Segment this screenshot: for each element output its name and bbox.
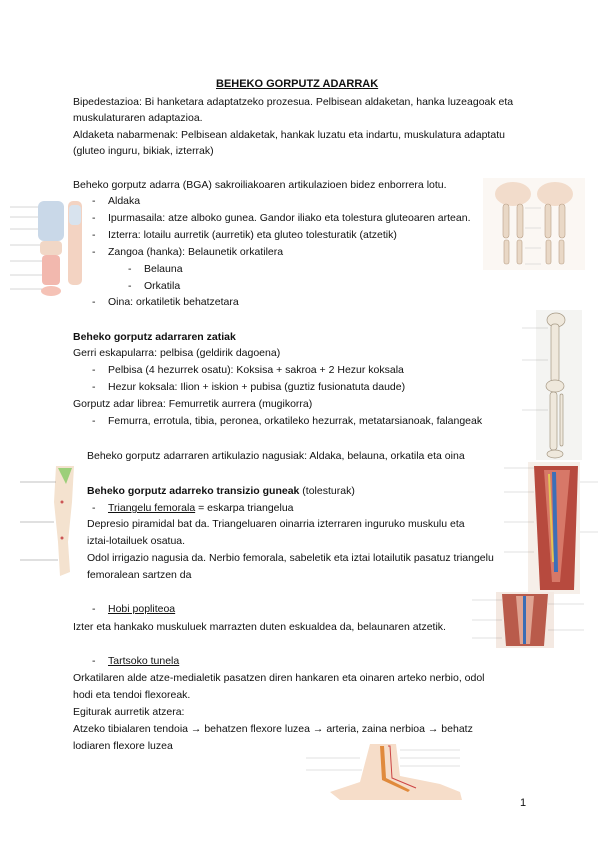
bullet-dash: - (128, 280, 132, 292)
bullet-dash: - (92, 212, 96, 224)
triangelu-desc-3: Odol irrigazio nagusia da. Nerbio femorala, sabeletik eta iztai lotailutik pasatuz triangelu (87, 552, 494, 564)
bullet-dash: - (92, 229, 96, 241)
bullet-dash: - (92, 246, 96, 258)
leg-bones-illustration (520, 310, 582, 460)
bga-item-izterra: Izterra: lotailu aurretik (aurretik) eta gluteo tolesturatik (atzetik) (108, 229, 397, 241)
triangelu-desc-4: femoralean sartzen da (87, 569, 192, 581)
intro-line-3: Aldaketa nabarmenak: Pelbisean aldaketak, hankak luzatu eta indartu, muskulatura adaptatu (73, 129, 505, 141)
zatiak-heading: Beheko gorputz adarraren zatiak (73, 331, 236, 343)
bga-item-aldaka: Aldaka (108, 195, 141, 207)
thigh-muscles-illustration (500, 462, 600, 594)
artikulazio-nagusiak: Beheko gorputz adarraren artikulazio nagusiak: Aldaka, belauna, orkatila eta oina (87, 450, 465, 462)
zatiak-item-hezur-koksala: Hezur koksala: Ilion + iskion + pubisa (guztiz fusionatuta daude) (108, 381, 406, 393)
bullet-dash: - (92, 296, 96, 308)
intro-line-2: muskulaturaren adaptazioa. (73, 112, 203, 124)
bga-subitem-orkatila: Orkatila (144, 280, 181, 292)
intro-line-1: Bipedestazioa: Bi hanketara adaptatzeko prozesua. Pelbisean aldaketan, hanka luzeagoak eta (73, 96, 514, 108)
bullet-dash: - (92, 381, 96, 393)
hobi-popliteoa-desc: Izter eta hankako muskuluek marrazten duten eskualdea da, belaunaren atzetik. (73, 621, 446, 633)
bullet-dash: - (92, 195, 96, 207)
zatiak-item-pelbisa: Pelbisa (4 hezurrek osatu): Koksisa + sakroa + 2 Hezur koksala (108, 364, 404, 376)
hobi-popliteoa-label: Hobi popliteoa (108, 603, 176, 615)
bga-item-zangoa: Zangoa (hanka): Belaunetik orkatilera (108, 246, 284, 258)
tartsoko-desc-4: Atzeko tibialaren tendoia → behatzen flexore luzea → arteria, zaina nerbioa → behatz (73, 723, 473, 735)
tartsoko-tunela-label: Tartsoko tunela (108, 655, 180, 667)
bga-lead: Beheko gorputz adarra (BGA) sakroiliakoaren artikulazioen bidez enborrera lotu. (73, 179, 447, 191)
tartsoko-desc-5: lodiaren flexore luzea (73, 740, 173, 752)
transizio-heading (87, 485, 355, 498)
bullet-dash: - (92, 655, 96, 667)
triangelu-desc-1: Depresio piramidal bat da. Triangeluaren oinarria izterraren inguruko muskulu eta (87, 518, 465, 530)
bga-item-oina: Oina: orkatiletik behatzetara (108, 296, 239, 308)
bullet-dash: - (92, 415, 96, 427)
triangelu-desc-2: iztai-lotailuek osatua. (87, 535, 186, 547)
triangelu-femorala-rest: = eskarpa triangelua (195, 502, 294, 514)
transizio-heading-bold: Beheko gorputz adarreko transizio guneak (87, 485, 300, 497)
pelvis-skeleton-illustration (483, 178, 585, 270)
bullet-dash: - (128, 263, 132, 275)
zatiak-item-femurra: Femurra, errotula, tibia, peronea, orkatileko hezurrak, metatarsianoak, falangeak (108, 415, 483, 427)
tartsoko-desc-3: Egiturak aurretik atzera: (73, 706, 185, 718)
transizio-heading-rest: (tolesturak) (299, 485, 355, 497)
triangelu-femorala (108, 502, 294, 515)
bullet-dash: - (92, 502, 96, 514)
intro-line-4: (gluteo inguru, bikiak, izterrak) (73, 145, 214, 157)
page-number: 1 (520, 797, 527, 809)
triangelu-femorala-label: Triangelu femorala (108, 502, 196, 514)
lower-limb-regions-illustration (0, 195, 90, 305)
tartsoko-desc-2: hodi eta tendoi flexoreak. (73, 689, 191, 701)
bullet-dash: - (92, 364, 96, 376)
tartsoko-desc-1: Orkatilaren alde atze-medialetik pasatzen diren hankaren eta oinaren arteko nerbio, odol (73, 672, 485, 684)
tarsal-tunnel-foot-illustration (300, 742, 470, 804)
bullet-dash: - (92, 603, 96, 615)
bga-subitem-belauna: Belauna (144, 263, 183, 275)
page-title: BEHEKO GORPUTZ ADARRAK (216, 78, 379, 90)
gorputz-adar-librea: Gorputz adar librea: Femurretik aurrera (mugikorra) (73, 398, 313, 410)
gerri-eskapularra: Gerri eskapularra: pelbisa (geldirik dagoena) (73, 347, 281, 359)
bga-item-ipurmasaila: Ipurmasaila: atze alboko gunea. Gandor iliako eta tolestura gluteoaren artean. (108, 212, 471, 224)
femoral-triangle-leg-illustration (18, 462, 80, 582)
popliteal-fossa-illustration (468, 590, 588, 650)
